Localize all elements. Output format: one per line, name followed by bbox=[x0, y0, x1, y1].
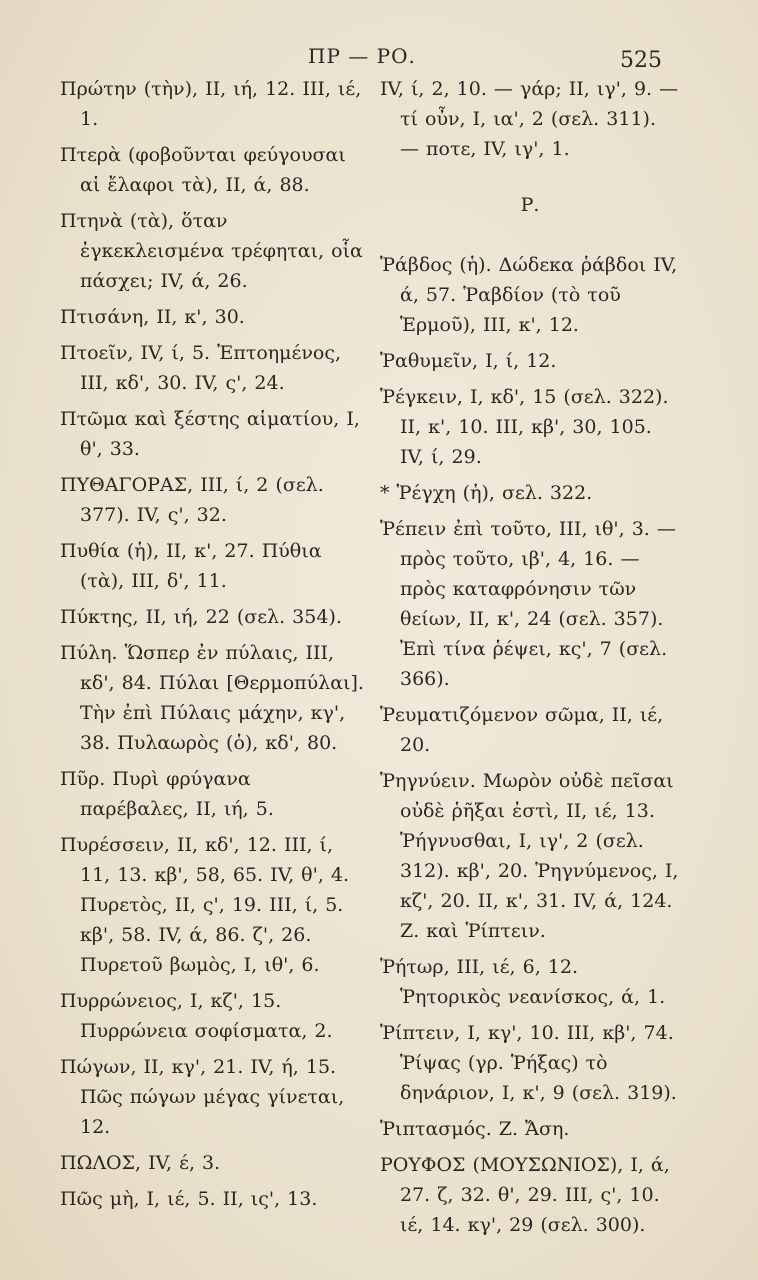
index-entry: Πτηνὰ (τὰ), ὅταν ἐγκεκλεισμένα τρέφηται, οἷα πάσχει; IV, ά, 26. bbox=[60, 210, 363, 292]
left-column bbox=[60, 74, 365, 1220]
index-entry: Πτερὰ (φοβοῦνται φεύγουσαι αἱ ἔλαφοι τὰ), II, ά, 88. bbox=[60, 144, 346, 196]
index-entry: Ῥάβδος (ἡ). Δώδεκα ῥάβδοι IV, ά, 57. Ῥαβδίον (τὸ τοῦ Ἑρμοῦ), III, κ', 12. bbox=[380, 254, 678, 336]
index-entry: Ῥέπειν ἐπὶ τοῦτο, III, ιθ', 3. — πρὸς τοῦτο, ιβ', 4, 16. — πρὸς καταφρόνησιν τῶν θείων, II, κ', 24 (σελ. 357). Ἐπὶ τίνα ῥέψει, κς', 7 (σελ. 366). bbox=[380, 518, 676, 690]
index-entry: Ῥευματιζόμενον σῶμα, II, ιέ, 20. bbox=[380, 704, 664, 756]
index-entry: Ῥηγνύειν. Μωρὸν οὐδὲ πεῖσαι οὐδὲ ῥῆξαι ἐστὶ, II, ιέ, 13. Ῥήγνυσθαι, I, ιγ', 2 (σελ. 312). κβ', 20. Ῥηγνύμενος, I, κζ', 20. II, κ', 31. IV, ά, 124. Ζ. καὶ Ῥίπτειν. bbox=[380, 770, 679, 942]
index-entry: Ῥίπτειν, I, κγ', 10. III, κβ', 74. Ῥίψας (γρ. Ῥήξας) τὸ δηνάριον, I, κ', 9 (σελ. 319). bbox=[380, 1022, 677, 1104]
running-head: ΠΡ — ΡΟ. bbox=[308, 44, 416, 68]
index-entry: Πῶς μὴ, I, ιέ, 5. II, ις', 13. bbox=[60, 1188, 318, 1210]
index-entry: ΡΟΥΦΟΣ (ΜΟΥΣΩΝΙΟΣ), I, ά, 27. ζ, 32. θ', 29. III, ς', 10. ιέ, 14. κγ', 29 (σελ. 300). bbox=[380, 1154, 670, 1236]
index-entry: ΠΥΘΑΓΟΡΑΣ, III, ί, 2 (σελ. 377). IV, ς', 32. bbox=[60, 474, 324, 526]
index-entry: Πύκτης, II, ιή, 22 (σελ. 354). bbox=[60, 606, 342, 628]
index-entry: Πώγων, II, κγ', 21. IV, ή, 15. Πῶς πώγων μέγας γίνεται, 12. bbox=[60, 1056, 345, 1138]
index-entry: Πυθία (ἡ), II, κ', 27. Πύθια (τὰ), III, δ', 11. bbox=[60, 540, 322, 592]
index-entry: Ῥαθυμεῖν, I, ί, 12. bbox=[380, 350, 557, 372]
index-entry: Ῥιπτασμός. Ζ. Ἄση. bbox=[380, 1118, 570, 1140]
index-entry: Πῦρ. Πυρὶ φρύγανα παρέβαλες, II, ιή, 5. bbox=[60, 768, 274, 820]
index-entry: Ῥέγκειν, I, κδ', 15 (σελ. 322). II, κ', 10. III, κβ', 30, 105. IV, ί, 29. bbox=[380, 386, 669, 468]
right-column bbox=[380, 74, 680, 1246]
page-number: 525 bbox=[620, 48, 662, 73]
index-entry: * Ῥέγχη (ἡ), σελ. 322. bbox=[380, 482, 593, 504]
section-letter: Ρ. bbox=[520, 194, 540, 216]
index-entry: Πυρρώνειος, I, κζ', 15. Πυρρώνεια σοφίσματα, 2. bbox=[60, 990, 333, 1042]
index-entry: Πτισάνη, II, κ', 30. bbox=[60, 306, 245, 328]
index-entry: Ῥήτωρ, III, ιέ, 6, 12. Ῥητορικὸς νεανίσκος, ά, 1. bbox=[380, 956, 666, 1008]
index-entry: Πυρέσσειν, II, κδ', 12. III, ί, 11, 13. κβ', 58, 65. IV, θ', 4. Πυρετὸς, II, ς', 19. III, ί, 5. κβ', 58. IV, ά, 86. ζ', 26. Πυρετοῦ βωμὸς, I, ιθ', 6. bbox=[60, 834, 350, 976]
index-entry: Πτῶμα καὶ ξέστης αἱματίου, I, θ', 33. bbox=[60, 408, 360, 460]
index-entry: Πτοεῖν, IV, ί, 5. Ἐπτοημένος, III, κδ', 30. IV, ς', 24. bbox=[60, 342, 342, 394]
continued-entry: IV, ί, 2, 10. — γάρ; II, ιγ', 9. — τί οὖν, I, ια', 2 (σελ. 311). — ποτε, IV, ιγ', 1. bbox=[380, 78, 679, 160]
index-entry: ΠΩΛΟΣ, IV, έ, 3. bbox=[60, 1152, 221, 1174]
index-entry: Πύλη. Ὥσπερ ἐν πύλαις, III, κδ', 84. Πύλαι [Θερμοπύλαι]. Τὴν ἐπὶ Πύλαις μάχην, κγ', 38. Πυλαωρὸς (ὁ), κδ', 80. bbox=[60, 642, 364, 754]
index-entry: Πρώτην (τὴν), II, ιή, 12. III, ιέ, 1. bbox=[60, 78, 362, 130]
